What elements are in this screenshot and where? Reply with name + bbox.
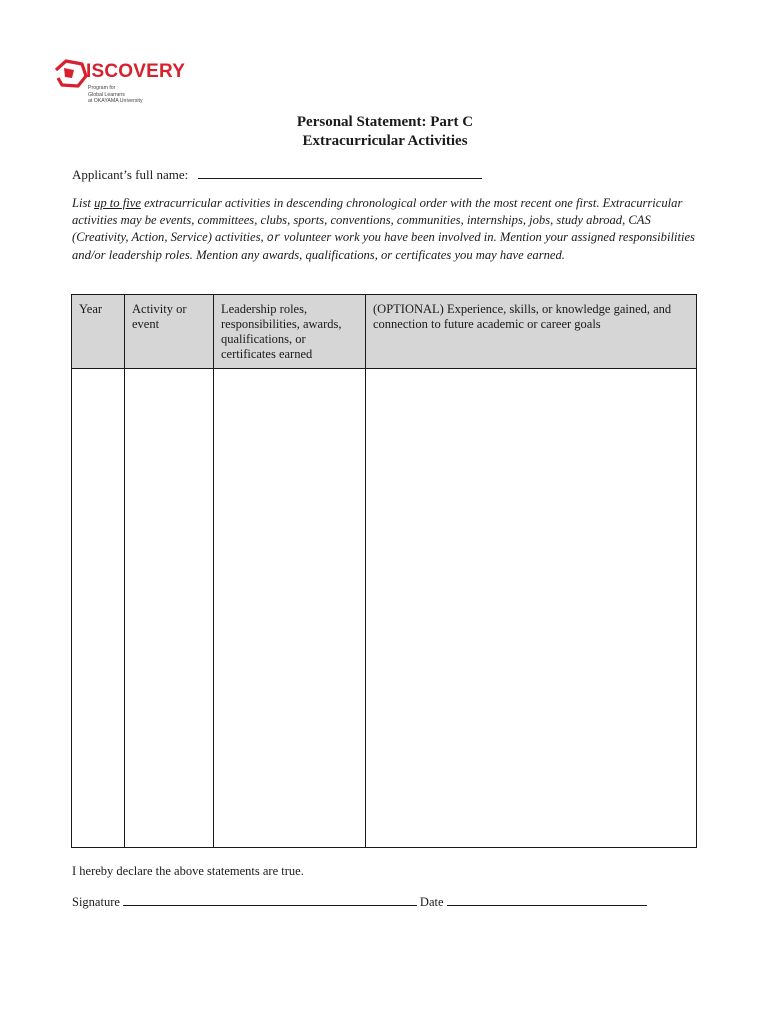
instructions-pre: List	[72, 196, 95, 210]
signature-row	[72, 894, 647, 910]
header-leadership: Leadership roles, responsibilities, awards, qualifications, or certificates earned	[214, 295, 366, 369]
applicant-name-row	[72, 166, 482, 183]
logo-subtitle-line: at OKAYAMA University	[88, 98, 143, 104]
logo-subtitle-line: Program for	[88, 85, 116, 91]
applicant-name-label: Applicant’s full name:	[72, 167, 189, 182]
signature-label: Signature	[72, 895, 120, 909]
header-year: Year	[72, 295, 125, 369]
instructions-post: volunteer work you have been involved in. Mention your assigned responsibilities and/or leadership roles. Mention any awards, qualifications, or certificates you may have earned.	[72, 230, 695, 262]
instructions-or: or	[266, 232, 281, 245]
date-field[interactable]	[447, 894, 647, 906]
instructions-paragraph	[72, 195, 702, 264]
header-activity: Activity or event	[125, 295, 214, 369]
date-label: Date	[419, 895, 444, 909]
header-optional-experience: (OPTIONAL) Experience, skills, or knowledge gained, and connection to future academic or career goals	[366, 295, 697, 369]
year-cell[interactable]	[72, 369, 125, 848]
logo-subtitle	[88, 85, 198, 105]
activities-table	[71, 294, 697, 848]
activity-cell[interactable]	[125, 369, 214, 848]
discovery-logo-mark-icon	[52, 58, 90, 90]
table-header-row	[72, 295, 697, 369]
page-subtitle: Extracurricular Activities	[302, 133, 468, 149]
logo-wordmark: ISCOVERY	[86, 61, 186, 82]
page-title: Personal Statement: Part C	[296, 114, 474, 130]
leadership-cell[interactable]	[214, 369, 366, 848]
logo-subtitle-line: Global Learners	[88, 91, 125, 98]
experience-cell[interactable]	[366, 369, 697, 848]
declaration-text: I hereby declare the above statements are true.	[72, 864, 304, 878]
applicant-name-field[interactable]	[198, 166, 482, 179]
instructions-main: extracurricular activities in descending chronological order with the most recent one first. Extracurricular activities may be events, committees, clubs, sports, conventions, communities, internships, jobs, study abroad, CAS (Creativity, Action, Service) activities,	[72, 196, 683, 244]
signature-field[interactable]	[123, 894, 417, 906]
instructions-underlined: up to five	[94, 196, 141, 210]
table-row	[72, 369, 697, 848]
discovery-logo	[52, 56, 202, 110]
